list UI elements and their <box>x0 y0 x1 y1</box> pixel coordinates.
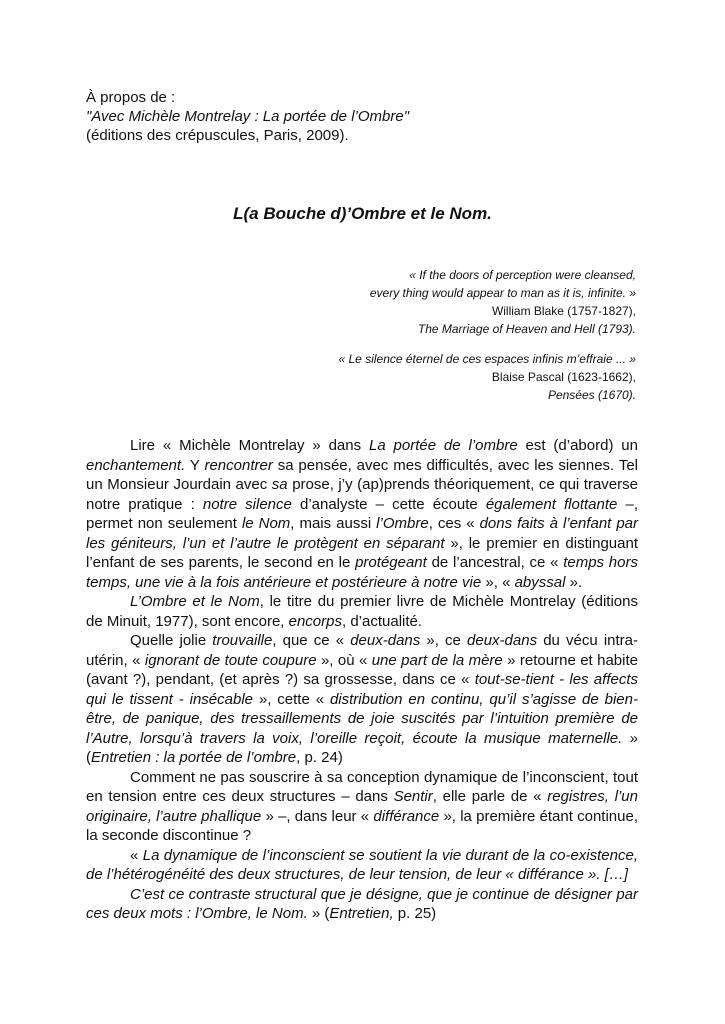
text-run: prose, j’y (ap)prends théoriquement, ce qui traverse notre pratique : <box>86 476 638 513</box>
paragraph-4 <box>86 768 638 846</box>
epigraph-author: William Blake (1757-1827), <box>491 304 636 318</box>
text-run: , mais aussi <box>290 515 377 532</box>
text-run-italic: distribution en continu, qu’il s’agisse de bien-être, de panique, des tressaillements de joie suscités par l’intuition première de l’Autre, lorsqu’à travers la voix, l’oreille reçoit, écoute la musique maternelle. <box>86 690 638 747</box>
text-run: « <box>130 846 143 864</box>
text-run-italic: également flottante <box>485 495 618 513</box>
text-run: est (d’abord) un <box>517 437 638 454</box>
epigraph-blake <box>216 266 636 338</box>
text-run-italic: Entretien : la portée de l’ombre <box>91 749 297 766</box>
paragraph-3 <box>86 631 638 768</box>
epigraph-author: Blaise Pascal (1623-1662), <box>491 370 636 384</box>
text-run: », ce <box>420 632 468 649</box>
text-run: , p. 24) <box>296 749 343 766</box>
epigraph-work: Pensées (1670). <box>547 388 636 402</box>
text-run: », la première étant continue, la seconde discontinue ? <box>86 807 638 844</box>
text-run-italic: protégeant <box>355 554 427 571</box>
text-run-italic: une part de la mère <box>371 651 503 669</box>
text-run: », « <box>481 573 515 591</box>
paragraph-2 <box>86 592 638 631</box>
text-run: ». <box>565 573 583 591</box>
text-run-italic: abyssal <box>514 573 566 591</box>
page-title: L(a Bouche d)’Ombre et le Nom. <box>233 204 492 223</box>
epigraph-work: The Marriage of Heaven and Hell (1793). <box>417 322 636 336</box>
text-run: » ( <box>86 729 638 766</box>
text-run-italic: enchantement. <box>86 456 186 474</box>
text-run: Comment ne pas souscrire à sa conception dynamique de l’inconscient, tout en tension entre ces deux structures – dans <box>86 768 638 805</box>
header-line-3: (éditions des crépuscules, Paris, 2009). <box>86 127 349 144</box>
text-run: », cette « <box>253 690 330 708</box>
text-run-italic: deux-dans <box>467 632 538 649</box>
body-text <box>86 436 638 924</box>
text-run: , elle parle de « <box>432 788 548 805</box>
text-run: » retourne et habite (avant ?), pendant, (et après ?) sa grossesse, dans ce « <box>86 651 638 688</box>
text-run-italic: rencontrer <box>204 456 273 474</box>
epigraph-quote-line: « Le silence éternel de ces espaces infinis m’effraie ... » <box>338 352 636 366</box>
text-run: Lire « Michèle Montrelay » dans <box>130 437 369 454</box>
text-run-italic: notre silence <box>202 495 292 513</box>
text-run-italic: temps hors temps, une vie à la fois antérieure et postérieure à notre vie <box>86 554 638 591</box>
text-run: , ces « <box>428 515 480 532</box>
text-run: sa pensée, avec mes difficultés, avec les siennes. Tel un Monsieur Jourdain avec <box>86 456 638 493</box>
header-line-2: "Avec Michèle Montrelay : La portée de l’Ombre" <box>86 108 410 125</box>
text-run: –, permet non seulement <box>86 495 638 532</box>
text-run-italic: La portée de l’ombre <box>368 437 518 454</box>
text-run-italic: Sentir <box>393 788 433 805</box>
text-run-italic: trouvaille <box>212 632 273 649</box>
text-run: de l’ancestral, ce « <box>426 554 564 571</box>
text-run: », le premier en distinguant l’enfant de ses parents, le second en le <box>86 534 638 571</box>
epigraph-quote-line: every thing would appear to man as it is, infinite. » <box>369 286 636 300</box>
text-run-italic: encorps <box>288 612 342 630</box>
paragraph-5 <box>86 846 638 885</box>
text-run: » ( <box>307 905 330 922</box>
text-run-italic: différance <box>373 807 440 825</box>
text-run-italic: ignorant de toute coupure <box>144 651 317 669</box>
text-run: » –, dans leur « <box>261 807 374 825</box>
text-run-italic: sa <box>271 476 288 493</box>
text-run-italic: Entretien, <box>329 905 394 922</box>
text-run-italic: L’Ombre et le Nom <box>130 593 260 610</box>
text-run: Y <box>185 456 205 474</box>
header-line-1: À propos de : <box>86 89 176 106</box>
text-run-italic: La dynamique de l’inconscient se soutient la vie durant de la co-existence, de l’hétérogénéité des deux structures, de leur tension, de leur « différance ». […] <box>86 846 638 883</box>
text-run-italic: dons faits à l’enfant par les géniteurs, l’un et l’autre le protègent en séparant <box>86 515 639 552</box>
text-run: Quelle jolie <box>130 632 213 649</box>
paragraph-6 <box>86 885 638 924</box>
text-run: , que ce « <box>272 632 351 649</box>
text-run: », où « <box>316 651 372 669</box>
text-run: d’analyste – cette écoute <box>291 495 486 513</box>
text-run: p. 25) <box>393 905 437 922</box>
header-reference <box>86 88 646 145</box>
text-run-italic: deux-dans <box>350 632 421 649</box>
text-run: , le titre du premier livre de Michèle Montrelay (éditions de Minuit, 1977), sont encore, <box>86 593 638 630</box>
text-run-italic: l’Ombre <box>376 515 429 532</box>
text-run-italic: le Nom <box>241 515 291 532</box>
paragraph-1 <box>86 436 638 592</box>
text-run-italic: registres, l’un originaire, l’autre phallique <box>86 788 638 825</box>
text-run-italic: tout-se-tient - les affects qui le tissent - insécable <box>86 671 638 708</box>
epigraph-quote-line: « If the doors of perception were cleansed, <box>409 268 636 282</box>
text-run: , d’actualité. <box>342 612 423 630</box>
epigraphs <box>216 266 636 416</box>
text-run: du vécu intra-utérin, « <box>86 632 638 669</box>
text-run-italic: C’est ce contraste structural que je désigne, que je continue de désigner par ces deux mots : l’Ombre, le Nom. <box>86 885 638 922</box>
epigraph-pascal <box>216 350 636 404</box>
